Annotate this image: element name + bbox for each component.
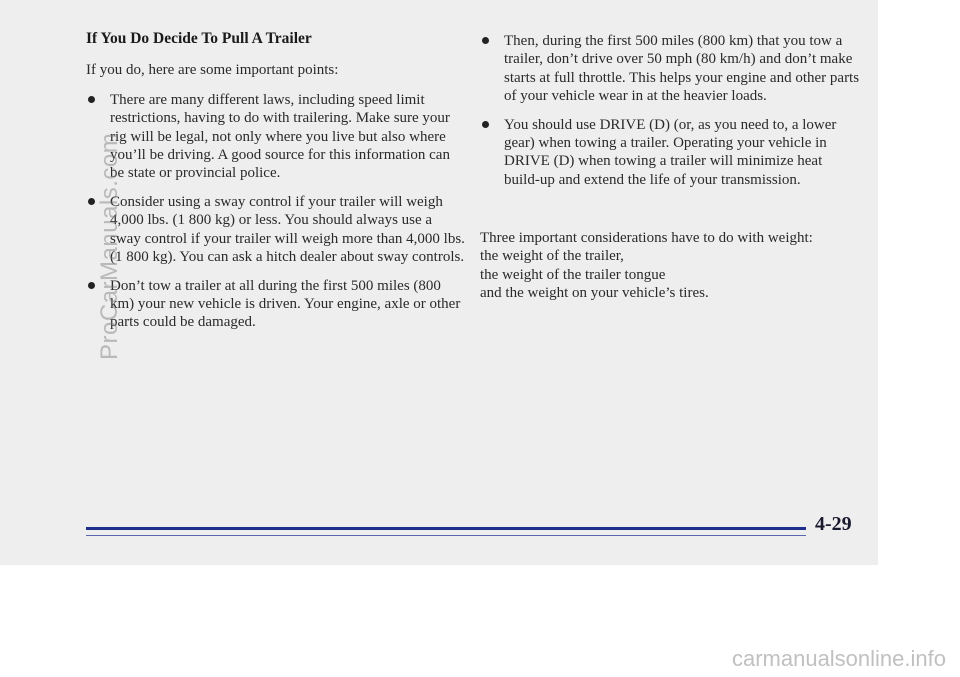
page-number: 4-29 [815,513,852,535]
bullet-icon [88,282,95,289]
footer-rule [86,527,806,530]
footer-rule-thin [86,535,806,536]
weight-line: the weight of the trailer tongue [480,266,666,283]
bullet-icon [482,121,489,128]
right-bullet-list [480,32,860,199]
bullet-icon [88,96,95,103]
intro-text: If you do, here are some important points: [86,62,339,78]
bullet-icon [88,198,95,205]
left-bullet-list [86,91,466,342]
bullet-text: You should use DRIVE (D) (or, as you need to, a lower gear) when towing a trailer. Operating your vehicle in DRIVE (D) when towing a trailer will minimize heat build-up and extend the life of your transmission. [504,116,837,188]
weight-paragraph [480,229,860,302]
weight-line: the weight of the trailer, [480,248,624,265]
weight-line: Three important considerations have to do with weight: [480,230,813,246]
bullet-text: Then, during the first 500 miles (800 km) that you tow a trailer, don’t drive over 50 mph (80 km/h) and don’t make starts at full throttle. This helps your engine and other parts of your vehicle wear in at the heavier loads. [504,33,860,104]
weight-line: and the weight on your vehicle’s tires. [480,284,709,301]
bottom-watermark: carmanualsonline.info [731,646,946,671]
bullet-text: Consider using a sway control if your trailer will weigh 4,000 lbs. (1 800 kg) or less. You should always use a sway control if your trailer will weigh more than 4,000 lbs. (1 800 kg). You can ask a hitch dealer about sway controls. [110,193,465,265]
side-watermark: ProCarManuals.com [96,132,123,360]
list-item [480,32,860,105]
list-item [86,277,466,332]
bullet-text: Don’t tow a trailer at all during the first 500 miles (800 km) your new vehicle is driven. Your engine, axle or other parts could be damaged. [110,277,461,331]
list-item [86,193,466,266]
list-item [86,91,466,182]
list-item [480,116,860,189]
bullet-text: There are many different laws, including speed limit restrictions, having to do with trailering. Make sure your rig will be legal, not only where you live but also where you’ll be driving. A good source for this information can be state or provincial police. [110,92,450,182]
bullet-icon [482,37,489,44]
section-heading: If You Do Decide To Pull A Trailer [86,30,312,47]
